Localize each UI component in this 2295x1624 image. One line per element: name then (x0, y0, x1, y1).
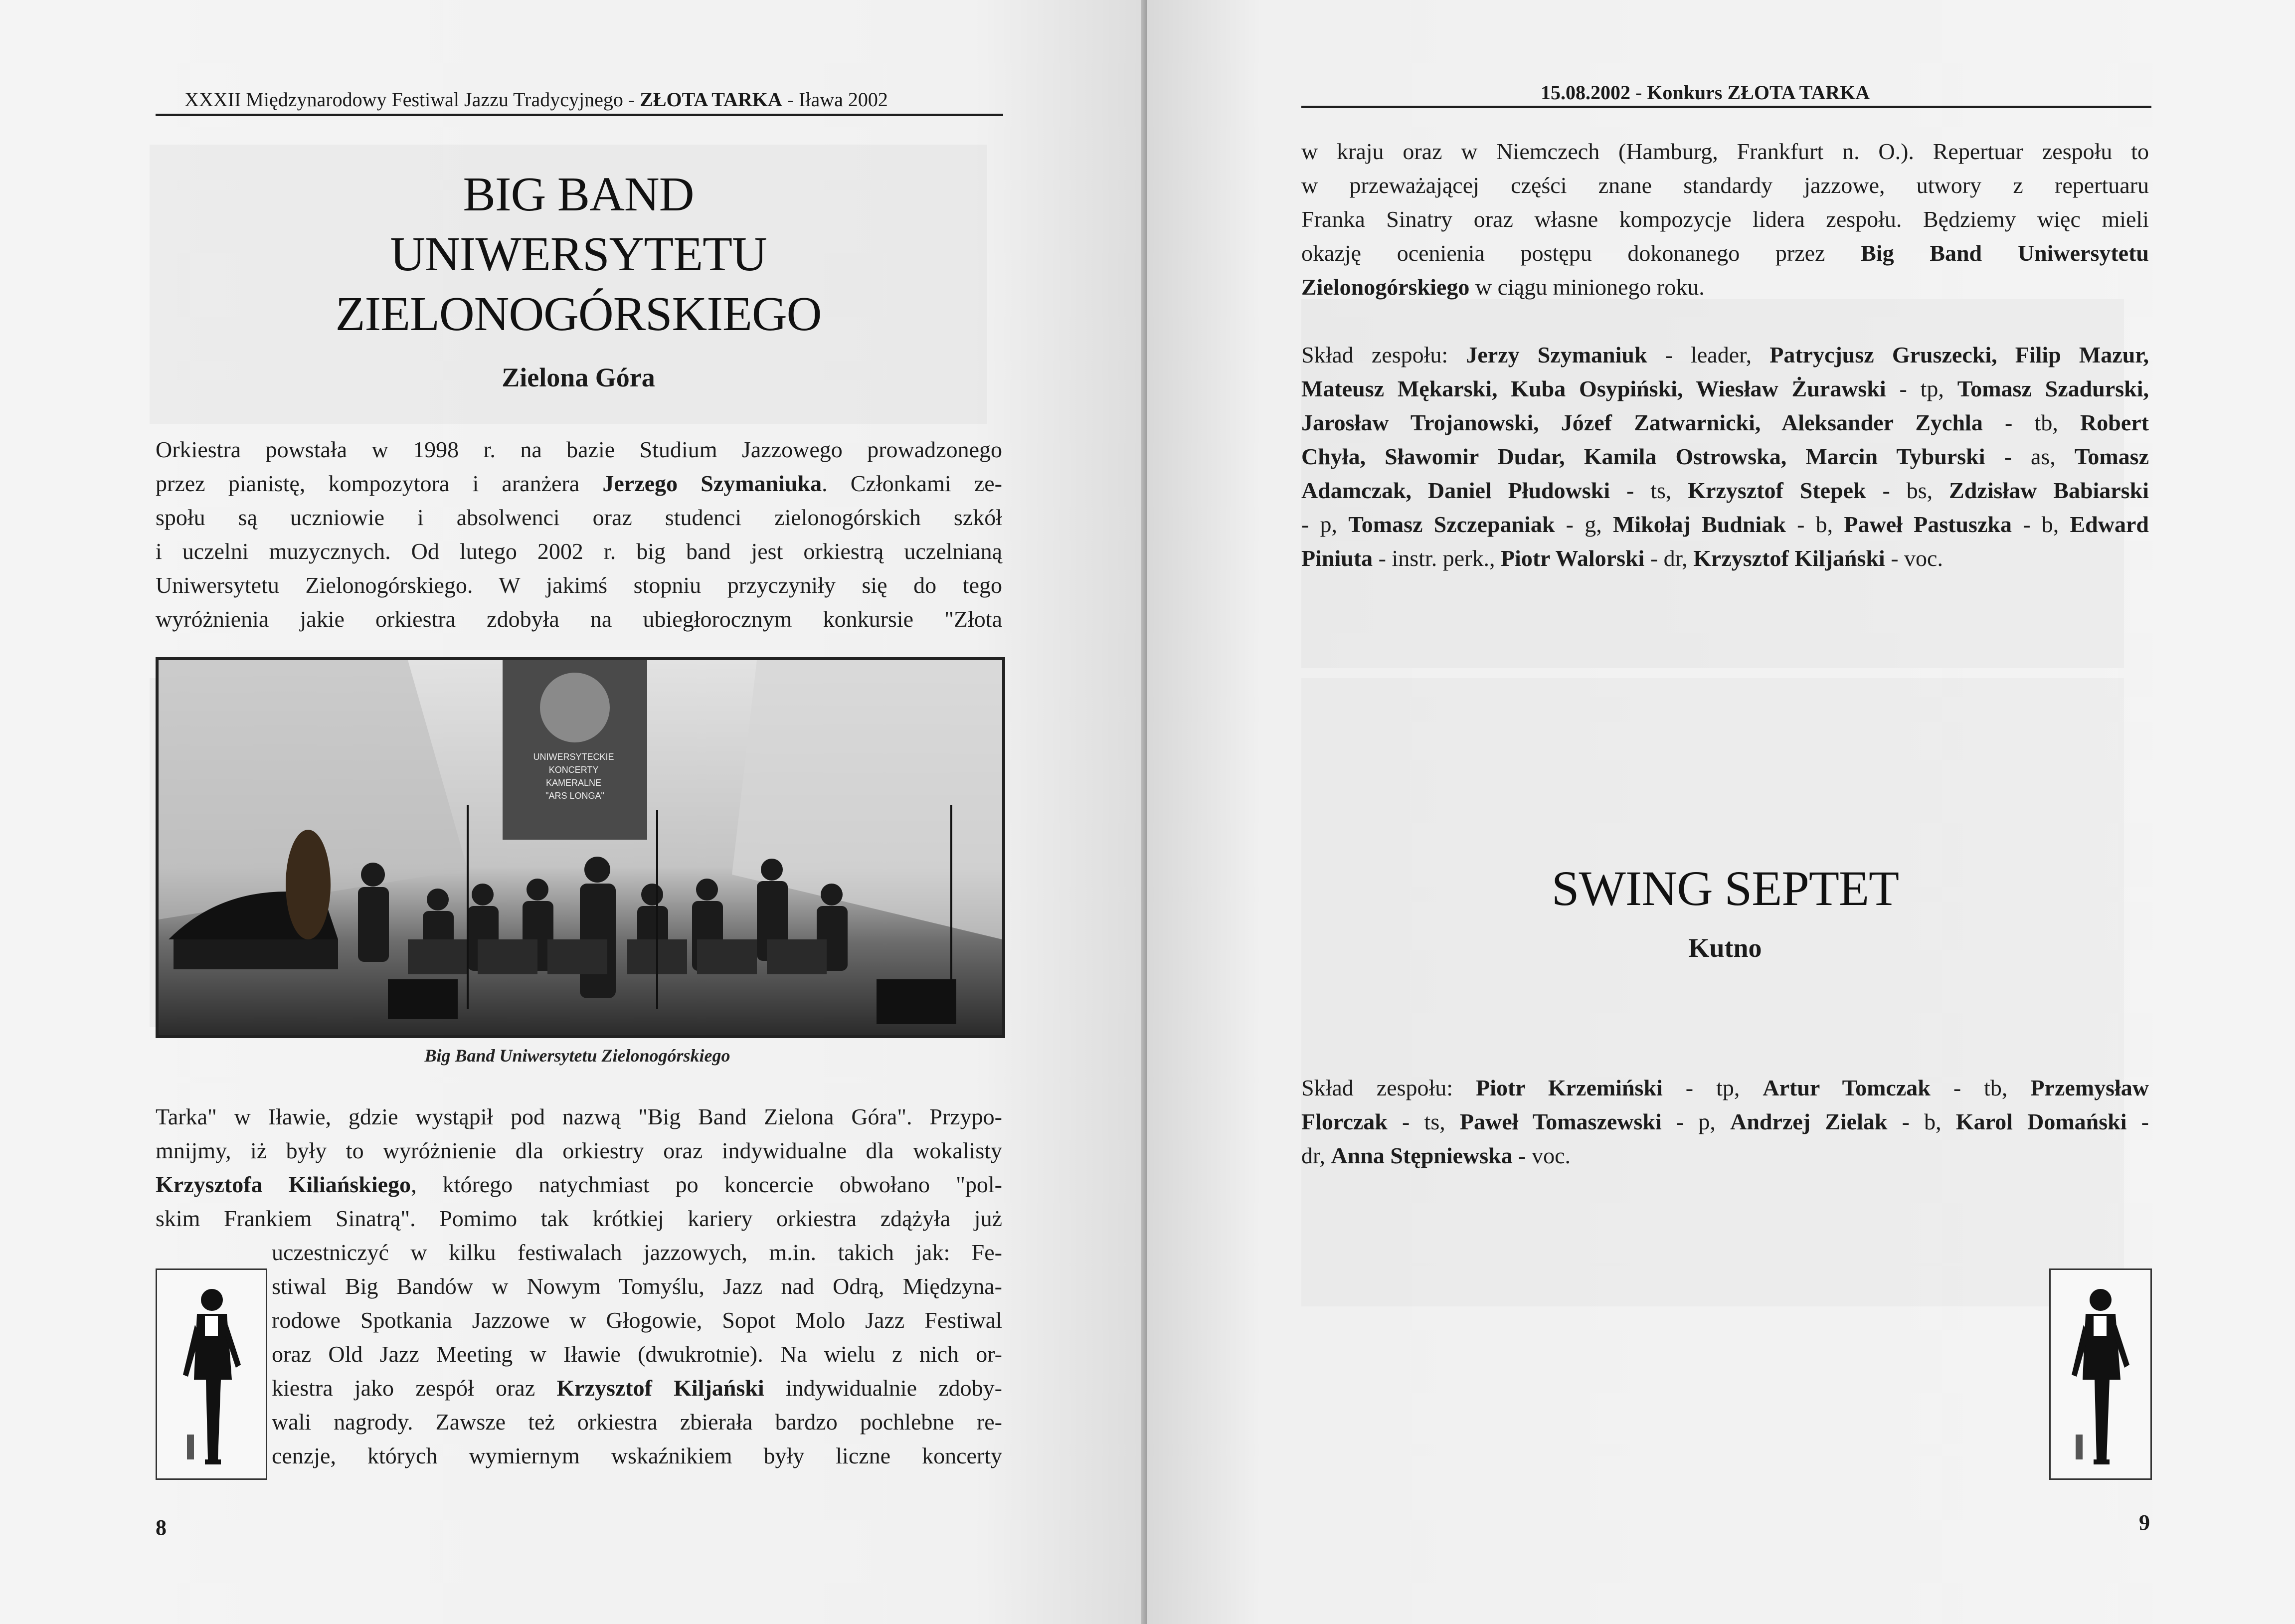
right-page (1147, 0, 2295, 1624)
text-line: Mateusz Mękarski, Kuba Osypiński, Wiesław Żurawski - tp, Tomasz Szadurski, (1301, 376, 2149, 401)
text-line: stiwal Big Bandów w Nowym Tomyślu, Jazz nad Odrą, Międzyna- (272, 1273, 1002, 1299)
jazz-singer-icon (2049, 1268, 2152, 1480)
city-subtitle: Kutno (1688, 933, 1762, 963)
text-line: Jarosław Trojanowski, Józef Zatwarnicki, Aleksander Zychla - tb, Robert (1301, 410, 2149, 435)
lineup-paragraph-septet (1301, 1071, 2149, 1173)
text-line: wyróżnienia jakie orkiestra zdobyła na ubiegłorocznym konkursie "Złota (156, 606, 1002, 632)
text-line: Piniuta - instr. perk., Piotr Walorski - dr, Krzysztof Kiljański - voc. (1301, 545, 1943, 571)
text-line: i uczelni muzycznych. Od lutego 2002 r. big band jest orkiestrą uczelnianą (156, 539, 1002, 564)
text-line: przez pianistę, kompozytora i aranżera Jerzego Szymaniuka. Członkami ze- (156, 471, 1002, 496)
concert-photo-illustration (159, 660, 1002, 1035)
photo-banner-text: UNIWERSYTECKIE KONCERTY KAMERALNE "ARS LONGA" (533, 752, 614, 801)
page-number: 9 (2139, 1510, 2150, 1535)
left-page (0, 0, 1147, 1624)
band-photo (156, 657, 1005, 1038)
text-line: wali nagrody. Zawsze też orkiestra zbierała bardzo pochlebne re- (272, 1409, 1002, 1435)
text-line: - p, Tomasz Szczepaniak - g, Mikołaj Budniak - b, Paweł Pastuszka - b, Edward (1301, 512, 2149, 537)
continuation-paragraph (1301, 135, 2149, 304)
section-title: SWING SEPTET (1551, 861, 1899, 916)
body-paragraph-indented (272, 1236, 1002, 1473)
lineup-paragraph (1301, 338, 2149, 575)
body-paragraph (156, 1100, 1002, 1236)
page-title: BIG BAND UNIWERSYTETU ZIELONOGÓRSKIEGO (335, 168, 822, 341)
header-rule (1301, 106, 2151, 108)
jazz-singer-icon (156, 1268, 267, 1480)
text-line: skim Frankiem Sinatrą". Pomimo tak krótkiej kariery orkiestra zdążyła już (156, 1206, 1002, 1231)
text-line: cenzje, których wymiernym wskaźnikiem były liczne koncerty (272, 1443, 1002, 1468)
running-header: XXXII Międzynarodowy Festiwal Jazzu Tradycyjnego - ZŁOTA TARKA - Iława 2002 (184, 88, 888, 111)
text-line: Skład zespołu: Jerzy Szymaniuk - leader, Patrycjusz Gruszecki, Filip Mazur, (1301, 342, 2149, 367)
text-line: rodowe Spotkania Jazzowe w Głogowie, Sopot Molo Jazz Festiwal (272, 1307, 1002, 1333)
text-line: Krzysztofa Kiliańskiego, którego natychmiast po koncercie obwołano "pol- (156, 1172, 1002, 1197)
text-line: Chyła, Sławomir Dudar, Kamila Ostrowska, Marcin Tyburski - as, Tomasz (1301, 444, 2149, 469)
text-line: uczestniczyć w kilku festiwalach jazzowych, m.in. takich jak: Fe- (272, 1240, 1002, 1265)
text-line: Tarka" w Iławie, gdzie wystąpił pod nazwą "Big Band Zielona Góra". Przypo- (156, 1104, 1002, 1129)
city-subtitle: Zielona Góra (502, 362, 655, 392)
text-line: Orkiestra powstała w 1998 r. na bazie Studium Jazzowego prowadzonego (156, 437, 1002, 462)
text-line: oraz Old Jazz Meeting w Iławie (dwukrotnie). Na wielu z nich or- (272, 1341, 1002, 1367)
header-rule (156, 114, 1003, 116)
text-line: kiestra jako zespół oraz Krzysztof Kiljański indywidualnie zdoby- (272, 1375, 1002, 1401)
text-line: mnijmy, iż były to wyróżnienie dla orkiestry oraz indywidualne dla wokalisty (156, 1138, 1002, 1163)
text-line: Skład zespołu: Piotr Krzemiński - tp, Artur Tomczak - tb, Przemysław (1301, 1075, 2149, 1100)
show-through-text (1301, 678, 2124, 1306)
text-line: w przeważającej części znane standardy jazzowe, utwory z repertuaru (1301, 173, 2149, 198)
text-line: Uniwersytetu Zielonogórskiego. W jakimś stopniu przyczyniły się do tego (156, 572, 1002, 598)
text-line: Franka Sinatry oraz własne kompozycje lidera zespołu. Będziemy więc mieli (1301, 206, 2149, 232)
text-line: Florczak - ts, Paweł Tomaszewski - p, Andrzej Zielak - b, Karol Domański - (1301, 1109, 2149, 1134)
text-line: Zielonogórskiego w ciągu minionego roku. (1301, 274, 1705, 300)
text-line: Adamczak, Daniel Płudowski - ts, Krzysztof Stepek - bs, Zdzisław Babiarski (1301, 478, 2149, 503)
photo-caption: Big Band Uniwersytetu Zielonogórskiego (424, 1046, 730, 1066)
text-line: okazję ocenienia postępu dokonanego przez Big Band Uniwersytetu (1301, 240, 2149, 266)
running-header: 15.08.2002 - Konkurs ZŁOTA TARKA (1541, 81, 1870, 104)
text-line: w kraju oraz w Niemczech (Hamburg, Frankfurt n. O.). Repertuar zespołu to (1301, 139, 2149, 164)
text-line: społu są uczniowie i absolwenci oraz studenci zielonogórskich szkół (156, 505, 1002, 530)
intro-paragraph (156, 433, 1002, 636)
page-number: 8 (156, 1515, 167, 1540)
text-line: dr, Anna Stępniewska - voc. (1301, 1143, 1571, 1168)
